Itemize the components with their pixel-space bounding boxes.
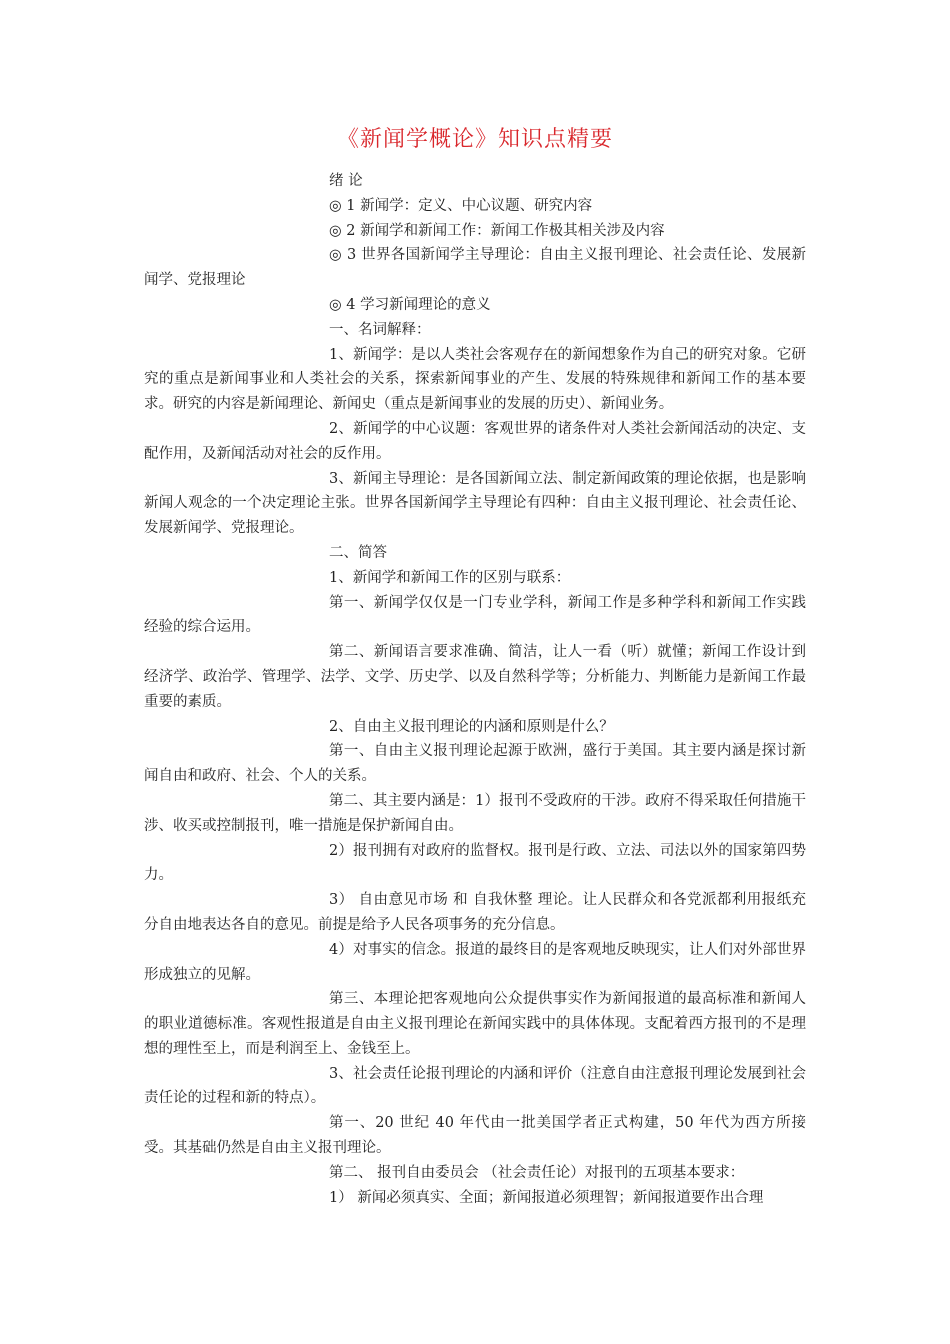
outline-item: ◎ 3 世界各国新闻学主导理论：自由主义报刊理论、社会责任论、发展新闻学、党报理论 [144,247,806,289]
paragraph: 2）报刊拥有对政府的监督权。报刊是行政、立法、司法以外的国家第四势力。 [144,842,806,884]
paragraph: 第一、新闻学仅仅是一门专业学科，新闻工作是多种学科和新闻工作实践经验的综合运用。 [144,594,806,636]
paragraph: 1、新闻学：是以人类社会客观存在的新闻想象作为自己的研究对象。它研究的重点是新闻事业和人类社会的关系，探索新闻事业的产生、发展的特殊规律和新闻工作的基本要求。研究的内容是新闻理论、新闻史（重点是新闻事业的发展的历史）、新闻业务。 [144,346,806,413]
paragraph: 第二、新闻语言要求准确、简洁，让人一看（听）就懂；新闻工作设计到经济学、政治学、管理学、法学、文学、历史学、以及自然科学等；分析能力、判断能力是新闻工作最重要的素质。 [144,644,806,710]
paragraph: 4）对事实的信念。报道的最终目的是客观地反映现实，让人们对外部世界形成独立的见解。 [144,941,806,983]
section-heading-intro: 绪 论 [329,173,363,189]
question-heading: 1、新闻学和新闻工作的区别与联系： [329,569,571,586]
paragraph: 第二、其主要内涵是：1）报刊不受政府的干涉。政府不得采取任何措施干涉、收买或控制报刊，唯一措施是保护新闻自由。 [144,792,806,834]
paragraph: 1） 新闻必须真实、全面；新闻报道必须理智；新闻报道要作出合理 [329,1189,764,1206]
outline-item: ◎ 2 新闻学和新闻工作：新闻工作极其相关涉及内容 [329,222,665,239]
section-heading: 二、简答 [329,544,387,561]
document-body [144,169,806,1210]
paragraph: 2、新闻学的中心议题：客观世界的诸条件对人类社会新闻活动的决定、支配作用，及新闻活动对社会的反作用。 [144,420,806,462]
paragraph: 3） 自由意见市场 和 自我休整 理论。让人民群众和各党派都利用报纸充分自由地表达各自的意见。前提是给予人民各项事务的充分信息。 [144,892,806,933]
outline-item: ◎ 1 新闻学：定义、中心议题、研究内容 [329,197,593,214]
paragraph: 第二、 报刊自由委员会 （社会责任论）对报刊的五项基本要求： [329,1164,745,1181]
paragraph: 3、新闻主导理论：是各国新闻立法、制定新闻政策的理论依据，也是影响新闻人观念的一个决定理论主张。世界各国新闻学主导理论有四种：自由主义报刊理论、社会责任论、发展新闻学、党报理论。 [144,470,806,537]
section-heading: 一、名词解释： [329,321,431,338]
outline-item: ◎ 4 学习新闻理论的意义 [329,296,491,313]
question-heading: 2、自由主义报刊理论的内涵和原则是什么？ [329,718,614,735]
paragraph: 第一、20 世纪 40 年代由一批美国学者正式构建，50 年代为西方所接受。其基础仍然是自由主义报刊理论。 [144,1115,806,1157]
paragraph: 第一、自由主义报刊理论起源于欧洲，盛行于美国。其主要内涵是探讨新闻自由和政府、社会、个人的关系。 [144,743,806,785]
document-title: 《新闻学概论》知识点精要 [336,127,613,152]
question-heading: 3、社会责任论报刊理论的内涵和评价（注意自由注意报刊理论发展到社会责任论的过程和新的特点）。 [144,1065,806,1107]
paragraph: 第三、本理论把客观地向公众提供事实作为新闻报道的最高标准和新闻人的职业道德标准。客观性报道是自由主义报刊理论在新闻实践中的具体体现。支配着西方报刊的不是理想的理性至上，而是利润至上、金钱至上。 [144,991,806,1057]
